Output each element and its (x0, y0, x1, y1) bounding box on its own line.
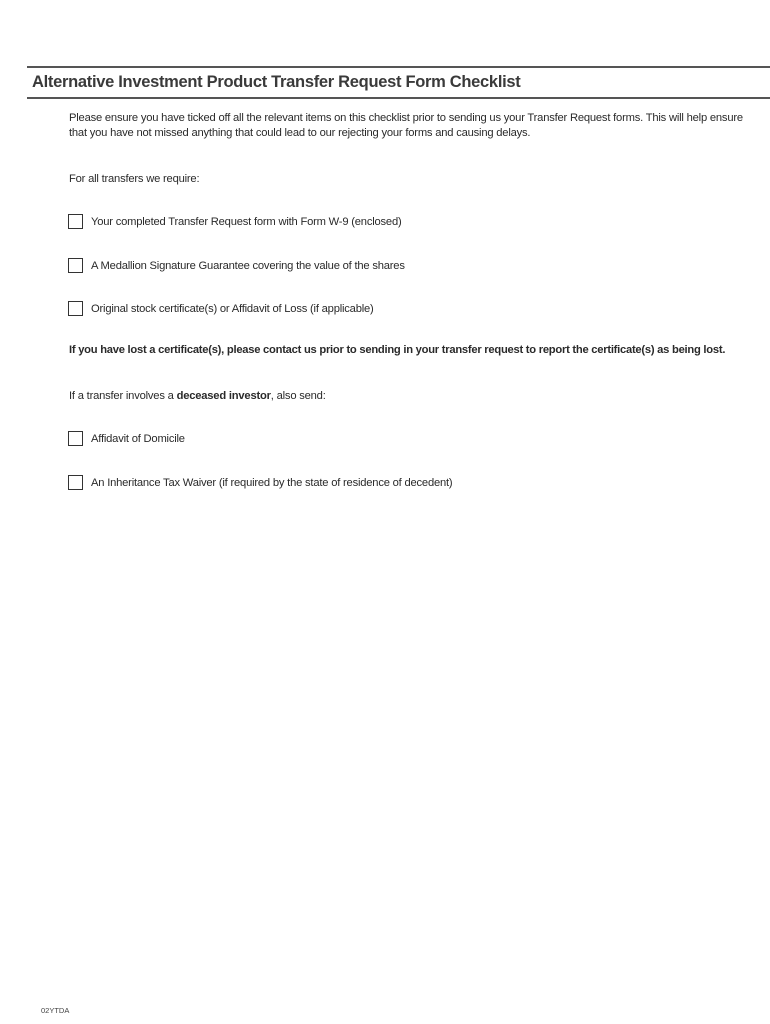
deceased-investor-emphasis: deceased investor (176, 390, 271, 402)
title-divider (27, 97, 770, 99)
deceased-investor-heading (69, 389, 326, 404)
intro-section (69, 111, 759, 141)
deceased-suffix: , also send: (270, 390, 326, 402)
intro-paragraph: Please ensure you have ticked off all the relevant items on this checklist prior to sending us your Transfer Request forms. This will help ensure that you have not missed anything that could lead to our rejecting your forms and causing delays. (69, 112, 743, 139)
form-code: 02YTDA (41, 1006, 70, 1015)
checkbox[interactable] (68, 475, 83, 490)
lost-certificate-note: If you have lost a certificate(s), please contact us prior to sending in your transfer request to report the certificate(s) as being lost. (69, 344, 726, 356)
checkbox[interactable] (68, 258, 83, 273)
checklist-item-label: An Inheritance Tax Waiver (if required by the state of residence of decedent) (91, 476, 453, 489)
checklist-item-label: Your completed Transfer Request form with Form W-9 (enclosed) (91, 215, 402, 228)
top-divider (27, 66, 770, 68)
deceased-prefix: If a transfer involves a (69, 390, 177, 402)
checklist-item-stock-certificate[interactable] (68, 301, 374, 316)
checkbox[interactable] (68, 431, 83, 446)
checklist-item-label: Original stock certificate(s) or Affidavit of Loss (if applicable) (91, 302, 374, 315)
checklist-item-transfer-form[interactable] (68, 214, 402, 229)
page-title: Alternative Investment Product Transfer Request Form Checklist (32, 73, 521, 91)
checklist-item-signature-guarantee[interactable] (68, 258, 405, 273)
checkbox[interactable] (68, 214, 83, 229)
checklist-item-affidavit-domicile[interactable] (68, 431, 185, 446)
all-transfers-heading: For all transfers we require: (69, 173, 200, 185)
checklist-item-inheritance-tax-waiver[interactable] (68, 475, 452, 490)
checklist-item-label: A Medallion Signature Guarantee covering the value of the shares (91, 259, 405, 272)
checkbox[interactable] (68, 301, 83, 316)
checklist-item-label: Affidavit of Domicile (91, 432, 185, 445)
